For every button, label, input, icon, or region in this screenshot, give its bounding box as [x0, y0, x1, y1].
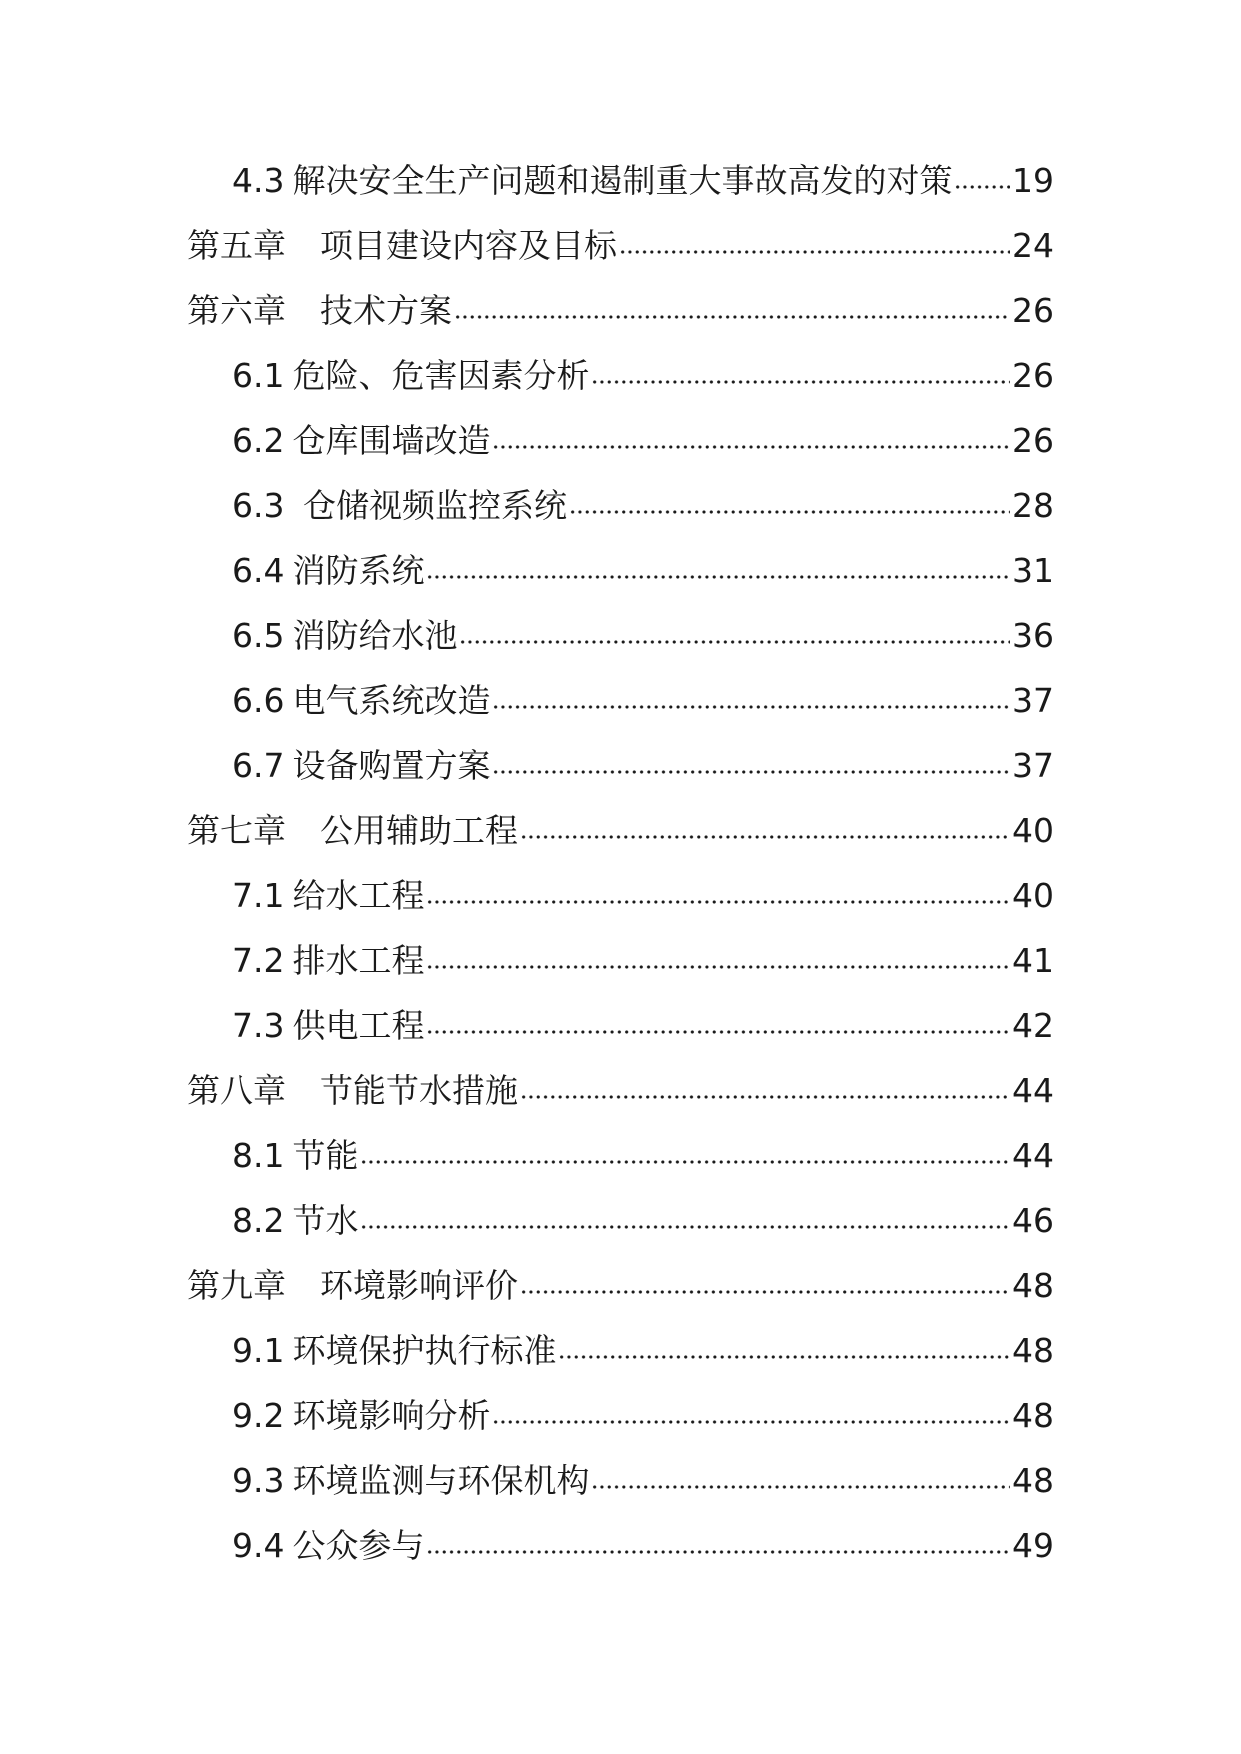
toc-entry-title: 公众参与	[292, 1525, 425, 1565]
toc-entry[interactable]	[0, 863, 1241, 928]
toc-entry-title: 仓库围墙改造	[292, 420, 491, 460]
toc-entry-title: 消防系统	[292, 550, 425, 590]
dot-leader	[426, 1550, 1010, 1554]
dot-leader	[520, 1095, 1010, 1099]
toc-entry-page: 36	[1012, 615, 1054, 655]
dot-leader	[569, 510, 1010, 514]
dot-leader	[520, 1290, 1010, 1294]
dot-leader	[454, 315, 1010, 319]
toc-entry-page: 46	[1012, 1200, 1054, 1240]
toc-entry-page: 41	[1012, 940, 1054, 980]
toc-entry-title: 解决安全生产问题和遏制重大事故高发的对策	[292, 160, 953, 200]
dot-leader	[360, 1160, 1010, 1164]
toc-entry[interactable]	[0, 1058, 1241, 1123]
toc-entry[interactable]	[0, 603, 1241, 668]
toc-entry[interactable]	[0, 1513, 1241, 1578]
toc-entry-number: 7.3	[232, 1005, 285, 1045]
toc-entry-page: 37	[1012, 745, 1054, 785]
toc-entry-title: 环境影响分析	[292, 1395, 491, 1435]
dot-leader	[492, 445, 1010, 449]
toc-entry-page: 44	[1012, 1070, 1054, 1110]
toc-entry-page: 42	[1012, 1005, 1054, 1045]
toc-entry-page: 28	[1012, 485, 1054, 525]
toc-entry-title: 排水工程	[292, 940, 425, 980]
toc-entry-page: 40	[1012, 875, 1054, 915]
toc-entry-page: 19	[1012, 160, 1054, 200]
toc-entry-number: 6.5	[232, 615, 285, 655]
toc-entry[interactable]	[0, 278, 1241, 343]
toc-entry-page: 31	[1012, 550, 1054, 590]
toc-entry[interactable]	[0, 733, 1241, 798]
dot-leader	[558, 1355, 1010, 1359]
toc-entry-number: 第五章	[187, 225, 286, 265]
toc-entry[interactable]	[0, 213, 1241, 278]
toc-entry-page: 26	[1012, 355, 1054, 395]
toc-entry-page: 26	[1012, 290, 1054, 330]
toc-entry-page: 48	[1012, 1330, 1054, 1370]
dot-leader	[954, 185, 1010, 189]
dot-leader	[492, 705, 1010, 709]
toc-entry-page: 37	[1012, 680, 1054, 720]
toc-entry-title: 危险、危害因素分析	[292, 355, 590, 395]
toc-entry[interactable]	[0, 538, 1241, 603]
toc-entry-page: 40	[1012, 810, 1054, 850]
toc-entry-number: 6.1	[232, 355, 285, 395]
toc-entry-number: 4.3	[232, 160, 285, 200]
toc-entry-page: 26	[1012, 420, 1054, 460]
toc-entry-page: 48	[1012, 1460, 1054, 1500]
toc-entry[interactable]	[0, 408, 1241, 473]
toc-entry-page: 44	[1012, 1135, 1054, 1175]
dot-leader	[492, 1420, 1010, 1424]
dot-leader	[591, 1485, 1010, 1489]
toc-entry[interactable]	[0, 343, 1241, 408]
toc-entry-title: 给水工程	[292, 875, 425, 915]
toc-entry-number: 6.6	[232, 680, 285, 720]
toc-entry-number: 第八章	[187, 1070, 286, 1110]
toc-entry-title: 仓储视频监控系统	[292, 485, 567, 525]
toc-entry[interactable]	[0, 148, 1241, 213]
toc-entry[interactable]	[0, 1123, 1241, 1188]
toc-entry-title: 项目建设内容及目标	[320, 225, 617, 265]
toc-entry-number: 9.2	[232, 1395, 285, 1435]
dot-leader	[591, 380, 1010, 384]
toc-entry-page: 48	[1012, 1265, 1054, 1305]
dot-leader	[360, 1225, 1010, 1229]
toc-entry-number: 9.4	[232, 1525, 285, 1565]
dot-leader	[619, 250, 1010, 254]
toc-entry[interactable]	[0, 993, 1241, 1058]
toc-entry-number: 第九章	[187, 1265, 286, 1305]
dot-leader	[426, 1030, 1010, 1034]
dot-leader	[426, 575, 1010, 579]
toc-entry-title: 供电工程	[292, 1005, 425, 1045]
toc-entry-number: 7.1	[232, 875, 285, 915]
toc-entry-number: 6.4	[232, 550, 285, 590]
toc-entry-number: 8.1	[232, 1135, 285, 1175]
toc-entry-number: 6.7	[232, 745, 285, 785]
toc-entry-title: 设备购置方案	[292, 745, 491, 785]
toc-entry[interactable]	[0, 1188, 1241, 1253]
toc-entry-title: 公用辅助工程	[320, 810, 518, 850]
toc-entry-number: 第七章	[187, 810, 286, 850]
toc-entry-title: 节能	[292, 1135, 359, 1175]
dot-leader	[520, 835, 1010, 839]
toc-entry-title: 环境监测与环保机构	[292, 1460, 590, 1500]
toc-entry-page: 48	[1012, 1395, 1054, 1435]
toc-entry-title: 环境影响评价	[320, 1265, 518, 1305]
toc-entry[interactable]	[0, 1383, 1241, 1448]
toc-entry[interactable]	[0, 1253, 1241, 1318]
toc-entry-title: 技术方案	[320, 290, 452, 330]
dot-leader	[426, 965, 1010, 969]
toc-entry-number: 9.3	[232, 1460, 285, 1500]
toc-entry[interactable]	[0, 668, 1241, 733]
dot-leader	[459, 640, 1010, 644]
toc-entry-title: 节能节水措施	[320, 1070, 518, 1110]
toc-entry-page: 49	[1012, 1525, 1054, 1565]
table-of-contents	[0, 148, 1241, 1578]
toc-entry-number: 6.3	[232, 485, 285, 525]
toc-entry-number: 7.2	[232, 940, 285, 980]
toc-entry[interactable]	[0, 1318, 1241, 1383]
toc-entry[interactable]	[0, 473, 1241, 538]
toc-entry-page: 24	[1012, 225, 1054, 265]
toc-entry[interactable]	[0, 798, 1241, 863]
toc-entry[interactable]	[0, 1448, 1241, 1513]
toc-entry-number: 8.2	[232, 1200, 285, 1240]
toc-entry[interactable]	[0, 928, 1241, 993]
toc-entry-number: 6.2	[232, 420, 285, 460]
toc-entry-title: 环境保护执行标准	[292, 1330, 557, 1370]
toc-entry-title: 节水	[292, 1200, 359, 1240]
toc-entry-number: 9.1	[232, 1330, 285, 1370]
toc-entry-title: 消防给水池	[292, 615, 458, 655]
dot-leader	[492, 770, 1010, 774]
dot-leader	[426, 900, 1010, 904]
toc-entry-number: 第六章	[187, 290, 286, 330]
toc-entry-title: 电气系统改造	[292, 680, 491, 720]
